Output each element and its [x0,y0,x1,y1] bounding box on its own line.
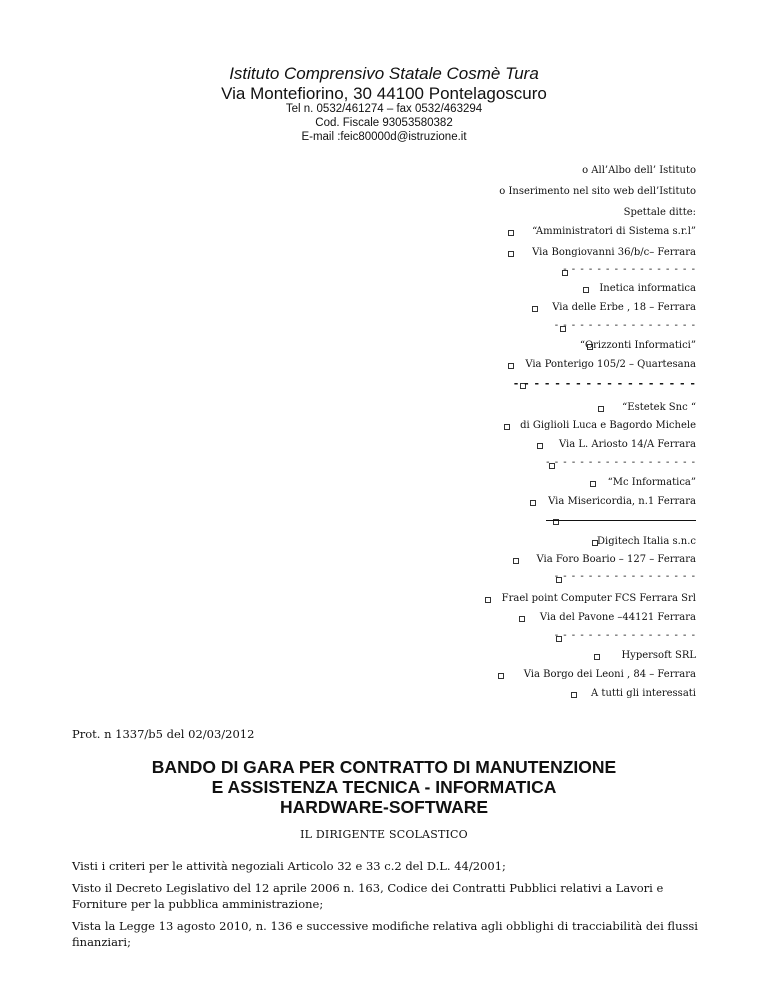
separator-dashes: - - - - - - - - - - - - - - - - - - [513,377,696,390]
recipient-line: Frael point Computer FCS Ferrara Srl [501,593,696,604]
separator-rule [546,520,696,521]
bullet-icon [530,500,536,506]
bullet-icon [537,443,543,449]
recipient-line: A tutti gli interessati [591,688,696,699]
recipient-line: Hypersoft SRL [621,650,696,661]
fiscal-code: Cod. Fiscale 93053580382 [315,117,453,129]
separator-dashes: - - - - - - - - - - - - - - - - [563,264,696,275]
bullet-icon [532,306,538,312]
recipient-line: Via Misericordia, n.1 Ferrara [548,496,696,507]
dirigente-heading: IL DIRIGENTE SCOLASTICO [300,828,468,841]
bullet-icon [594,654,600,660]
recipient-line: Inetica informatica [599,283,696,294]
recipient-line: Via delle Erbe , 18 – Ferrara [552,302,696,313]
school-address: Via Montefiorino, 30 44100 Pontelagoscuro [221,84,547,103]
recipient-line: Digitech Italia s.n.c [597,536,696,547]
recipient-line: di Giglioli Luca e Bagordo Michele [520,420,696,431]
bullet-icon [590,481,596,487]
document-title-line3: HARDWARE-SOFTWARE [279,797,489,817]
separator-dashes: - - - - - - - - - - - - - - - - - [554,630,696,641]
bullet-icon [498,673,504,679]
recipient-line: Via Bongiovanni 36/b/c– Ferrara [532,247,696,258]
protocol-number: Prot. n 1337/b5 del 02/03/2012 [72,727,255,741]
recipient-line: Via L. Ariosto 14/A Ferrara [558,439,696,450]
recipient-web: o Inserimento nel sito web dell’Istituto [499,186,696,197]
bullet-icon [508,363,514,369]
recipient-line: Via Borgo dei Leoni , 84 – Ferrara [523,669,696,680]
document-title-line2: E ASSISTENZA TECNICA - INFORMATICA [211,777,557,797]
paragraph: Visto il Decreto Legislativo del 12 aprile 2006 n. 163, Codice dei Contratti Pubblici relativi a Lavori e Forniture per la pubblica amministrazione; [72,881,664,911]
recipient-line: “Mc Informatica” [607,477,696,488]
recipient-line: “Orizzonti Informatici” [579,340,696,351]
bullet-icon [598,406,604,412]
separator-dashes: - - - - - - - - - - - - - - - - - [554,571,696,582]
phone-fax: Tel n. 0532/461274 – fax 0532/463294 [285,103,483,115]
recipient-line: Via del Pavone –44121 Ferrara [539,612,696,623]
bullet-icon [519,616,525,622]
recipient-albo: o All’Albo dell’ Istituto [582,165,696,176]
recipient-spettale: Spettale ditte: [623,207,696,218]
bullet-icon [508,230,514,236]
bullet-icon [485,597,491,603]
bullet-icon [504,424,510,430]
recipient-line: “Estetek Snc “ [622,402,696,413]
bullet-icon [583,287,589,293]
bullet-icon [571,692,577,698]
separator-dashes: - - - - - - - - - - - - - - - - - - [546,457,696,468]
recipient-line: “Amministratori di Sistema s.r.l” [532,226,696,237]
document-title-line1: BANDO DI GARA PER CONTRATTO DI MANUTENZIONE [151,757,617,777]
email: E-mail :feic80000d@istruzione.it [301,131,467,143]
paragraph: Vista la Legge 13 agosto 2010, n. 136 e successive modifiche relativa agli obblighi di tracciabilità dei flussi finanziari; [72,919,698,949]
paragraph: Visti i criteri per le attività negoziali Articolo 32 e 33 c.2 del D.L. 44/2001; [72,859,506,873]
recipient-line: Via Foro Boario – 127 – Ferrara [536,554,696,565]
school-name: Istituto Comprensivo Statale Cosmè Tura [229,64,539,83]
recipient-line: Via Ponterigo 105/2 – Quartesana [525,359,696,370]
separator-dashes: - - - - - - - - - - - - - - - - - [554,320,696,331]
bullet-icon [513,558,519,564]
bullet-icon [508,251,514,257]
